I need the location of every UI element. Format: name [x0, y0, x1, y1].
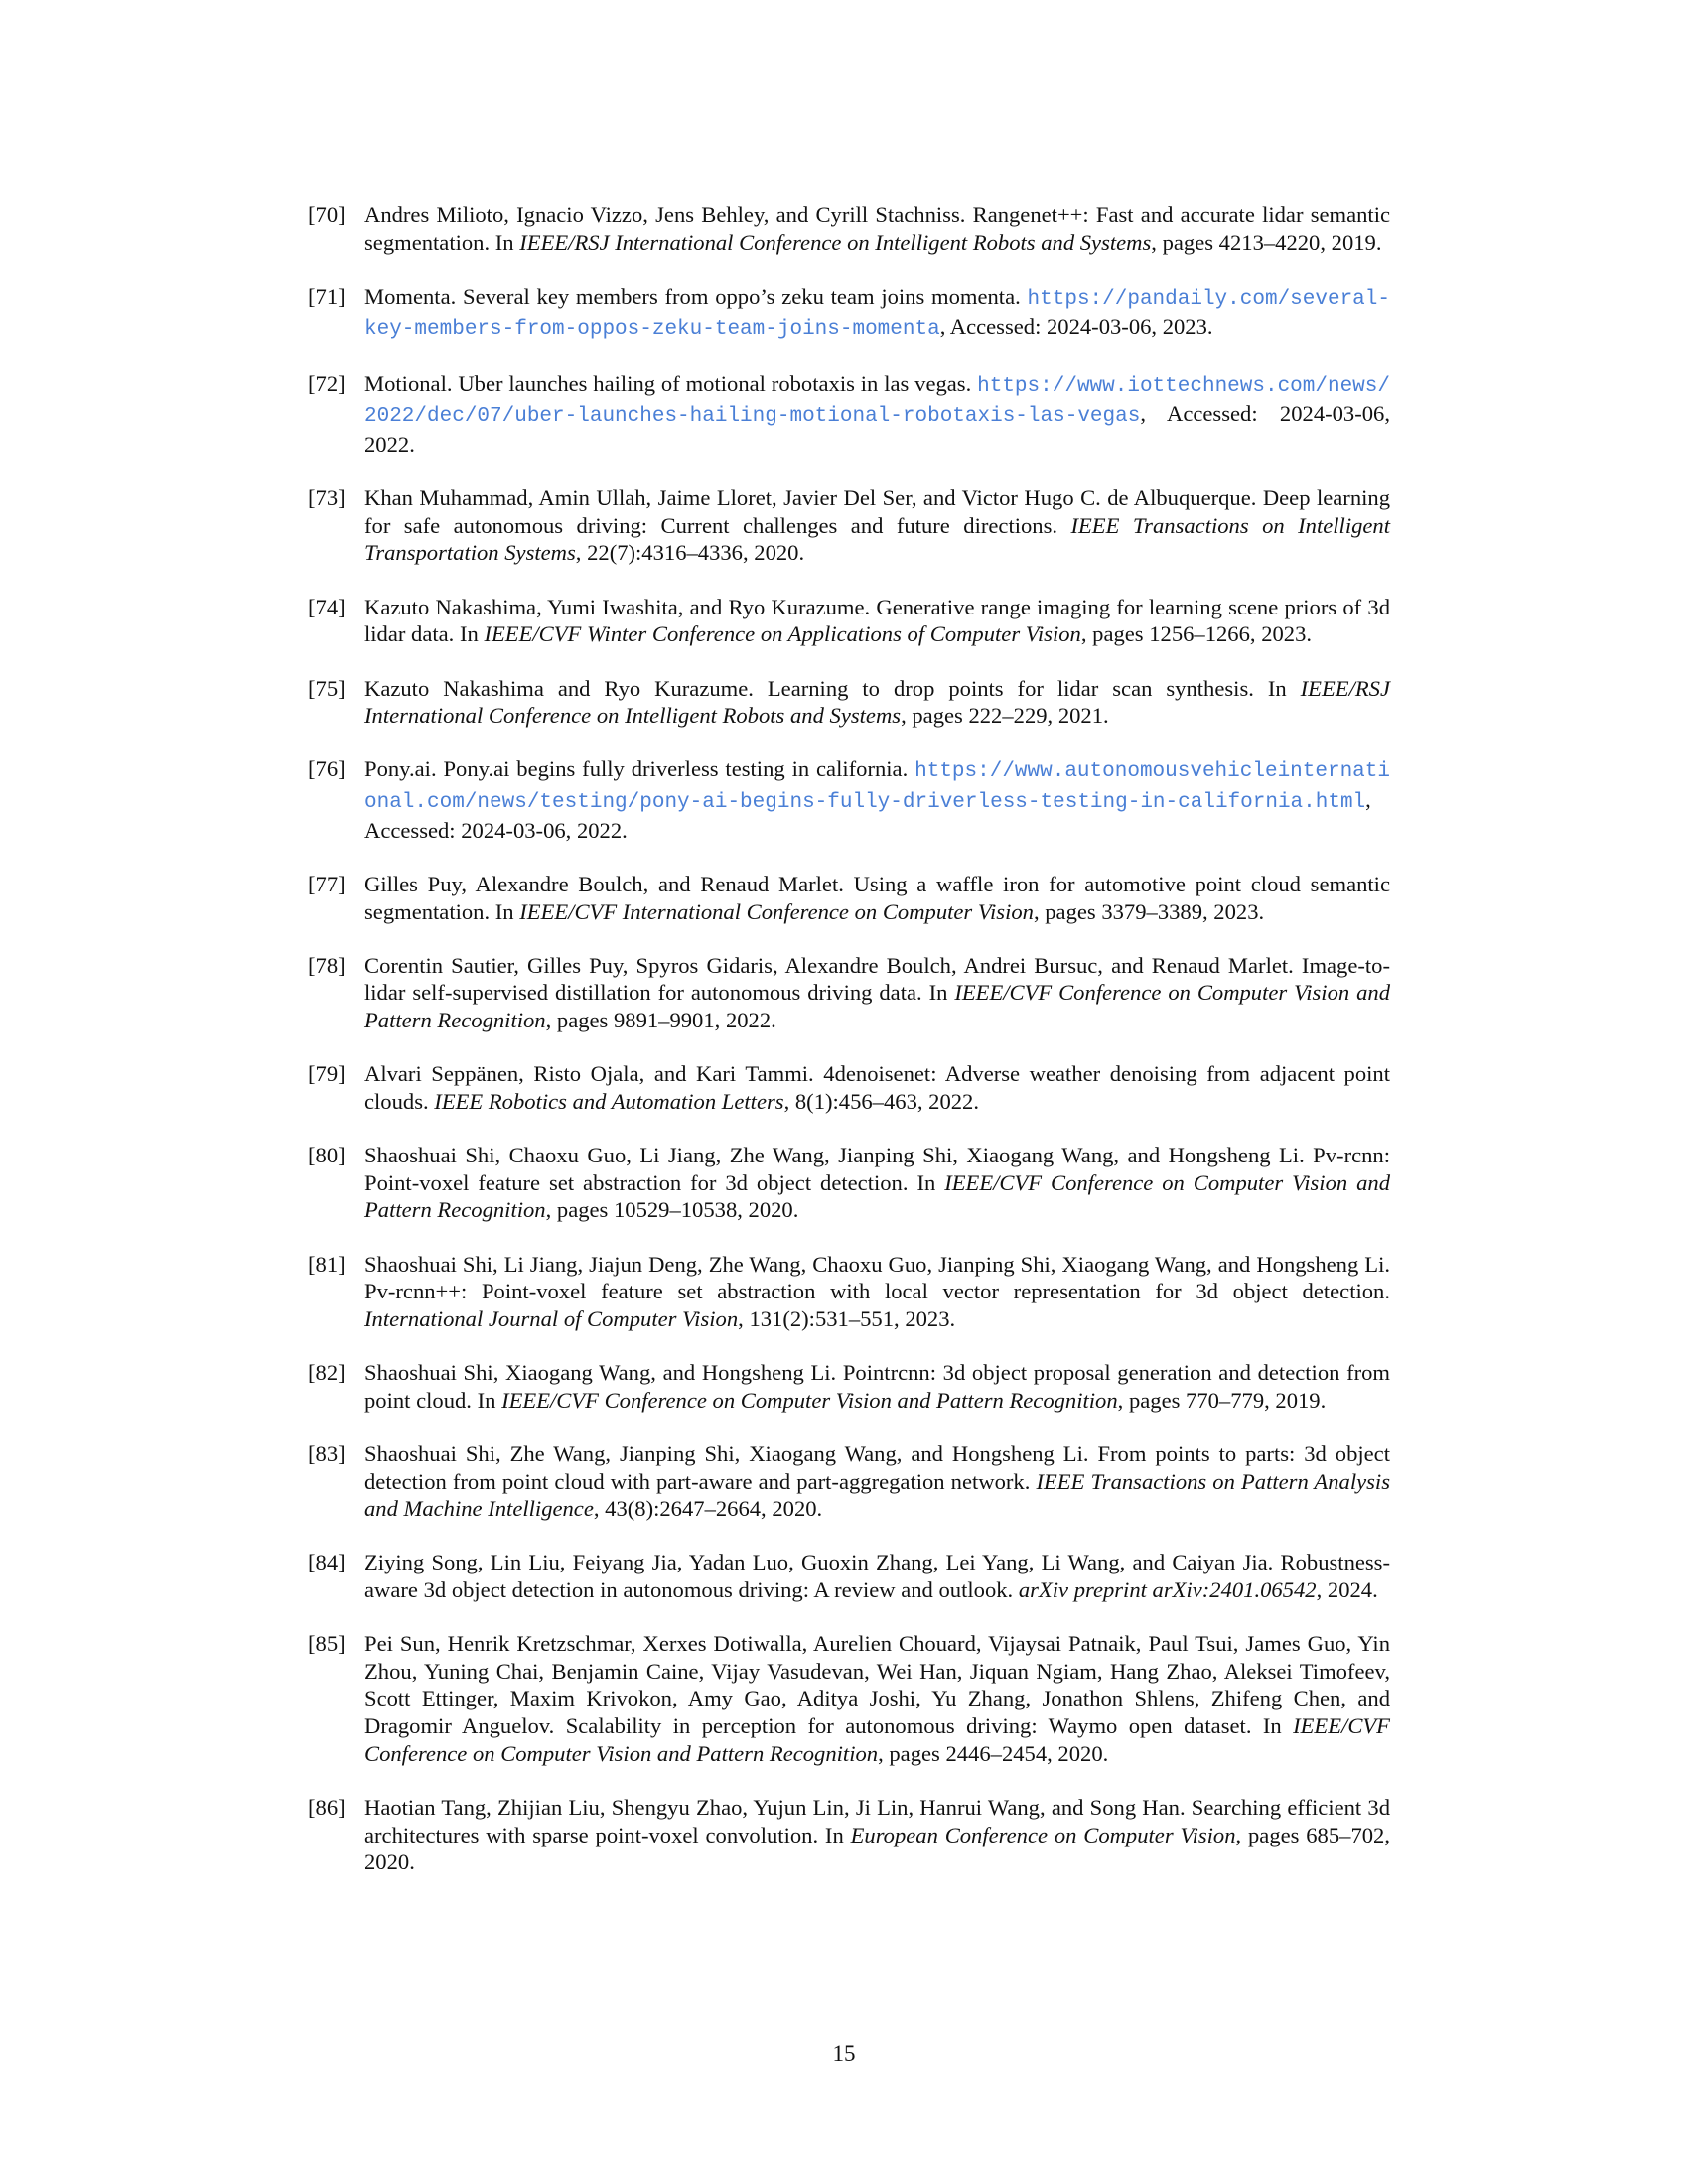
reference-text: [364, 1630, 1390, 1767]
reference-item: [304, 871, 1390, 925]
reference-item: [304, 202, 1390, 256]
reference-item: [304, 1630, 1390, 1767]
reference-details: , pages 10529–10538, 2020.: [545, 1197, 799, 1223]
reference-url-link[interactable]: https://pandaily.com/several-key-members-from-oppos-zeku-team-joins-momenta: [364, 287, 1390, 341]
reference-number: [71]: [308, 283, 346, 309]
reference-item: [304, 484, 1390, 567]
reference-details: , pages 2446–2454, 2020.: [878, 1740, 1109, 1766]
reference-number: [73]: [308, 485, 346, 511]
reference-item: [304, 1142, 1390, 1224]
reference-number: [85]: [308, 1631, 346, 1657]
reference-authors-title: Pony.ai. Pony.ai begins fully driverless testing in california.: [364, 756, 915, 782]
reference-authors-title: Alvari Seppänen, Risto Ojala, and Kari Tammi. 4denoisenet: Adverse weather denoising from adjacent point clouds.: [364, 1061, 1390, 1114]
reference-details: , pages 9891–9901, 2022.: [545, 1007, 776, 1032]
reference-text: [364, 952, 1390, 1034]
reference-venue: IEEE/RSJ International Conference on Intelligent Robots and Systems: [519, 229, 1152, 255]
reference-authors-title: Pei Sun, Henrik Kretzschmar, Xerxes Dotiwalla, Aurelien Chouard, Vijaysai Patnaik, Paul Tsui, James Guo, Yin Zhou, Yuning Chai, Benjamin Caine, Vijay Vasudevan, Wei Han, Jiquan Ngiam, Hang Zhao, Aleksei Timofeev, Scott Ettinger, Maxim Krivokon, Amy Gao, Aditya Joshi, Yu Zhang, Jonathon Shlens, Zhifeng Chen, and Dragomir Anguelov. Scalability in perception for autonomous driving: Waymo open dataset. In: [364, 1631, 1390, 1739]
reference-number: [84]: [308, 1550, 346, 1575]
reference-number: [76]: [308, 756, 346, 782]
reference-item: [304, 755, 1390, 844]
reference-details: , 131(2):531–551, 2023.: [738, 1305, 956, 1331]
reference-number: [83]: [308, 1440, 346, 1466]
reference-item: [304, 1060, 1390, 1115]
reference-item: [304, 283, 1390, 343]
reference-item: [304, 1359, 1390, 1414]
reference-details: , pages 4213–4220, 2019.: [1151, 229, 1382, 255]
reference-details: , pages 770–779, 2019.: [1117, 1387, 1327, 1413]
reference-item: [304, 952, 1390, 1034]
reference-venue: IEEE Transactions on Pattern Analysis and Machine Intelligence: [364, 1468, 1390, 1522]
reference-details: , 2024.: [1316, 1577, 1378, 1602]
reference-venue: IEEE/RSJ International Conference on Intelligent Robots and Systems: [364, 675, 1390, 729]
reference-item: [304, 594, 1390, 648]
reference-text: [364, 871, 1390, 925]
reference-details: , pages 222–229, 2021.: [901, 703, 1109, 729]
reference-authors-title: Motional. Uber launches hailing of motional robotaxis in las vegas.: [364, 370, 978, 396]
reference-authors-title: Andres Milioto, Ignacio Vizzo, Jens Behley, and Cyrill Stachniss. Rangenet++: Fast and accurate lidar semantic segmentation. In: [364, 203, 1390, 255]
reference-number: [79]: [308, 1061, 346, 1087]
reference-number: [72]: [308, 370, 346, 396]
reference-item: [304, 370, 1390, 459]
reference-list: [304, 202, 1390, 1902]
reference-number: [86]: [308, 1794, 346, 1820]
reference-details: , Accessed: 2024-03-06, 2022.: [364, 787, 1371, 843]
reference-number: [70]: [308, 203, 346, 227]
reference-details: , pages 685–702, 2020.: [364, 1822, 1390, 1875]
reference-url-link[interactable]: https://www.autonomousvehicleinternational.com/news/testing/pony-ai-begins-fully-driverless-testing-in-california.html: [364, 760, 1390, 815]
reference-authors-title: Ziying Song, Lin Liu, Feiyang Jia, Yadan Luo, Guoxin Zhang, Lei Yang, Li Wang, and Caiyan Jia. Robustness-aware 3d object detection in autonomous driving: A review and outlook.: [364, 1550, 1390, 1602]
reference-authors-title: Shaoshuai Shi, Li Jiang, Jiajun Deng, Zhe Wang, Chaoxu Guo, Jianping Shi, Xiaogang Wang, and Hongsheng Li. Pv-rcnn++: Point-voxel feature set abstraction with local vector representation for 3d object detection.: [364, 1251, 1390, 1304]
reference-text: [364, 675, 1390, 730]
reference-details: , Accessed: 2024-03-06, 2023.: [939, 314, 1213, 340]
reference-authors-title: Shaoshuai Shi, Zhe Wang, Jianping Shi, Xiaogang Wang, and Hongsheng Li. From points to parts: 3d object detection from point cloud with part-aware and part-aggregation network.: [364, 1440, 1390, 1494]
reference-venue: IEEE/CVF Conference on Computer Vision and Pattern Recognition: [364, 1169, 1390, 1223]
reference-text: [364, 1440, 1390, 1523]
reference-text: [364, 1794, 1390, 1876]
reference-text: [364, 594, 1390, 648]
reference-number: [77]: [308, 871, 346, 896]
reference-text: [364, 1549, 1390, 1603]
reference-venue: IEEE/CVF Conference on Computer Vision and Pattern Recognition: [364, 980, 1390, 1032]
reference-text: [364, 202, 1390, 256]
reference-authors-title: Corentin Sautier, Gilles Puy, Spyros Gidaris, Alexandre Boulch, Andrei Bursuc, and Renaud Marlet. Image-to-lidar self-supervised distillation for autonomous driving data. In: [364, 952, 1390, 1006]
reference-item: [304, 1440, 1390, 1523]
reference-details: , 8(1):456–463, 2022.: [783, 1088, 980, 1114]
reference-authors-title: Haotian Tang, Zhijian Liu, Shengyu Zhao, Yujun Lin, Ji Lin, Hanrui Wang, and Song Han. Searching efficient 3d architectures with sparse point-voxel convolution. In: [364, 1794, 1390, 1847]
reference-venue: IEEE/CVF International Conference on Computer Vision: [519, 898, 1034, 924]
reference-details: , 22(7):4316–4336, 2020.: [575, 540, 805, 566]
page-number: 15: [832, 2041, 856, 2066]
reference-details: , pages 3379–3389, 2023.: [1033, 898, 1265, 924]
reference-details: , pages 1256–1266, 2023.: [1080, 621, 1313, 647]
reference-text: [364, 370, 1390, 459]
reference-venue: IEEE Robotics and Automation Letters: [434, 1088, 784, 1114]
reference-authors-title: Shaoshuai Shi, Xiaogang Wang, and Hongsheng Li. Pointrcnn: 3d object proposal generation and detection from point cloud. In: [364, 1360, 1390, 1413]
reference-venue: International Journal of Computer Vision: [364, 1305, 739, 1331]
reference-authors-title: Momenta. Several key members from oppo’s zeku team joins momenta.: [364, 283, 1028, 309]
reference-item: [304, 675, 1390, 730]
reference-number: [82]: [308, 1360, 346, 1386]
reference-text: [364, 1359, 1390, 1414]
reference-item: [304, 1794, 1390, 1876]
reference-venue: arXiv preprint arXiv:2401.06542: [1018, 1577, 1317, 1602]
reference-number: [74]: [308, 594, 346, 619]
reference-number: [81]: [308, 1251, 346, 1277]
reference-authors-title: Shaoshuai Shi, Chaoxu Guo, Li Jiang, Zhe Wang, Jianping Shi, Xiaogang Wang, and Hongsheng Li. Pv-rcnn: Point-voxel feature set abstraction for 3d object detection. In: [364, 1143, 1390, 1195]
reference-number: [75]: [308, 675, 346, 701]
reference-venue: IEEE/CVF Conference on Computer Vision and Pattern Recognition: [364, 1713, 1390, 1766]
reference-venue: IEEE/CVF Conference on Computer Vision and Pattern Recognition: [501, 1387, 1118, 1413]
reference-item: [304, 1549, 1390, 1603]
reference-url-link[interactable]: https://www.iottechnews.com/news/2022/dec/07/uber-launches-hailing-motional-robotaxis-las-vegas: [364, 374, 1390, 429]
reference-text: [364, 1060, 1390, 1115]
reference-item: [304, 1251, 1390, 1333]
reference-authors-title: Kazuto Nakashima and Ryo Kurazume. Learning to drop points for lidar scan synthesis. In: [364, 675, 1301, 701]
reference-text: [364, 1142, 1390, 1224]
reference-venue: IEEE/CVF Winter Conference on Applications of Computer Vision: [484, 621, 1081, 647]
reference-text: [364, 283, 1390, 343]
reference-venue: European Conference on Computer Vision: [850, 1822, 1236, 1847]
reference-authors-title: Khan Muhammad, Amin Ullah, Jaime Lloret, Javier Del Ser, and Victor Hugo C. de Albuquerque. Deep learning for safe autonomous driving: Current challenges and future directions.: [364, 485, 1390, 538]
reference-venue: IEEE Transactions on Intelligent Transportation Systems: [364, 512, 1390, 566]
reference-text: [364, 484, 1390, 567]
reference-authors-title: Gilles Puy, Alexandre Boulch, and Renaud Marlet. Using a waffle iron for automotive point cloud semantic segmentation. In: [364, 871, 1390, 924]
reference-number: [80]: [308, 1143, 346, 1168]
reference-text: [364, 755, 1390, 844]
reference-details: , Accessed: 2024-03-06, 2022.: [364, 401, 1390, 457]
reference-text: [364, 1251, 1390, 1333]
reference-number: [78]: [308, 952, 346, 978]
reference-details: , 43(8):2647–2664, 2020.: [593, 1496, 823, 1522]
reference-authors-title: Kazuto Nakashima, Yumi Iwashita, and Ryo Kurazume. Generative range imaging for learning scene priors of 3d lidar data. In: [364, 594, 1390, 647]
